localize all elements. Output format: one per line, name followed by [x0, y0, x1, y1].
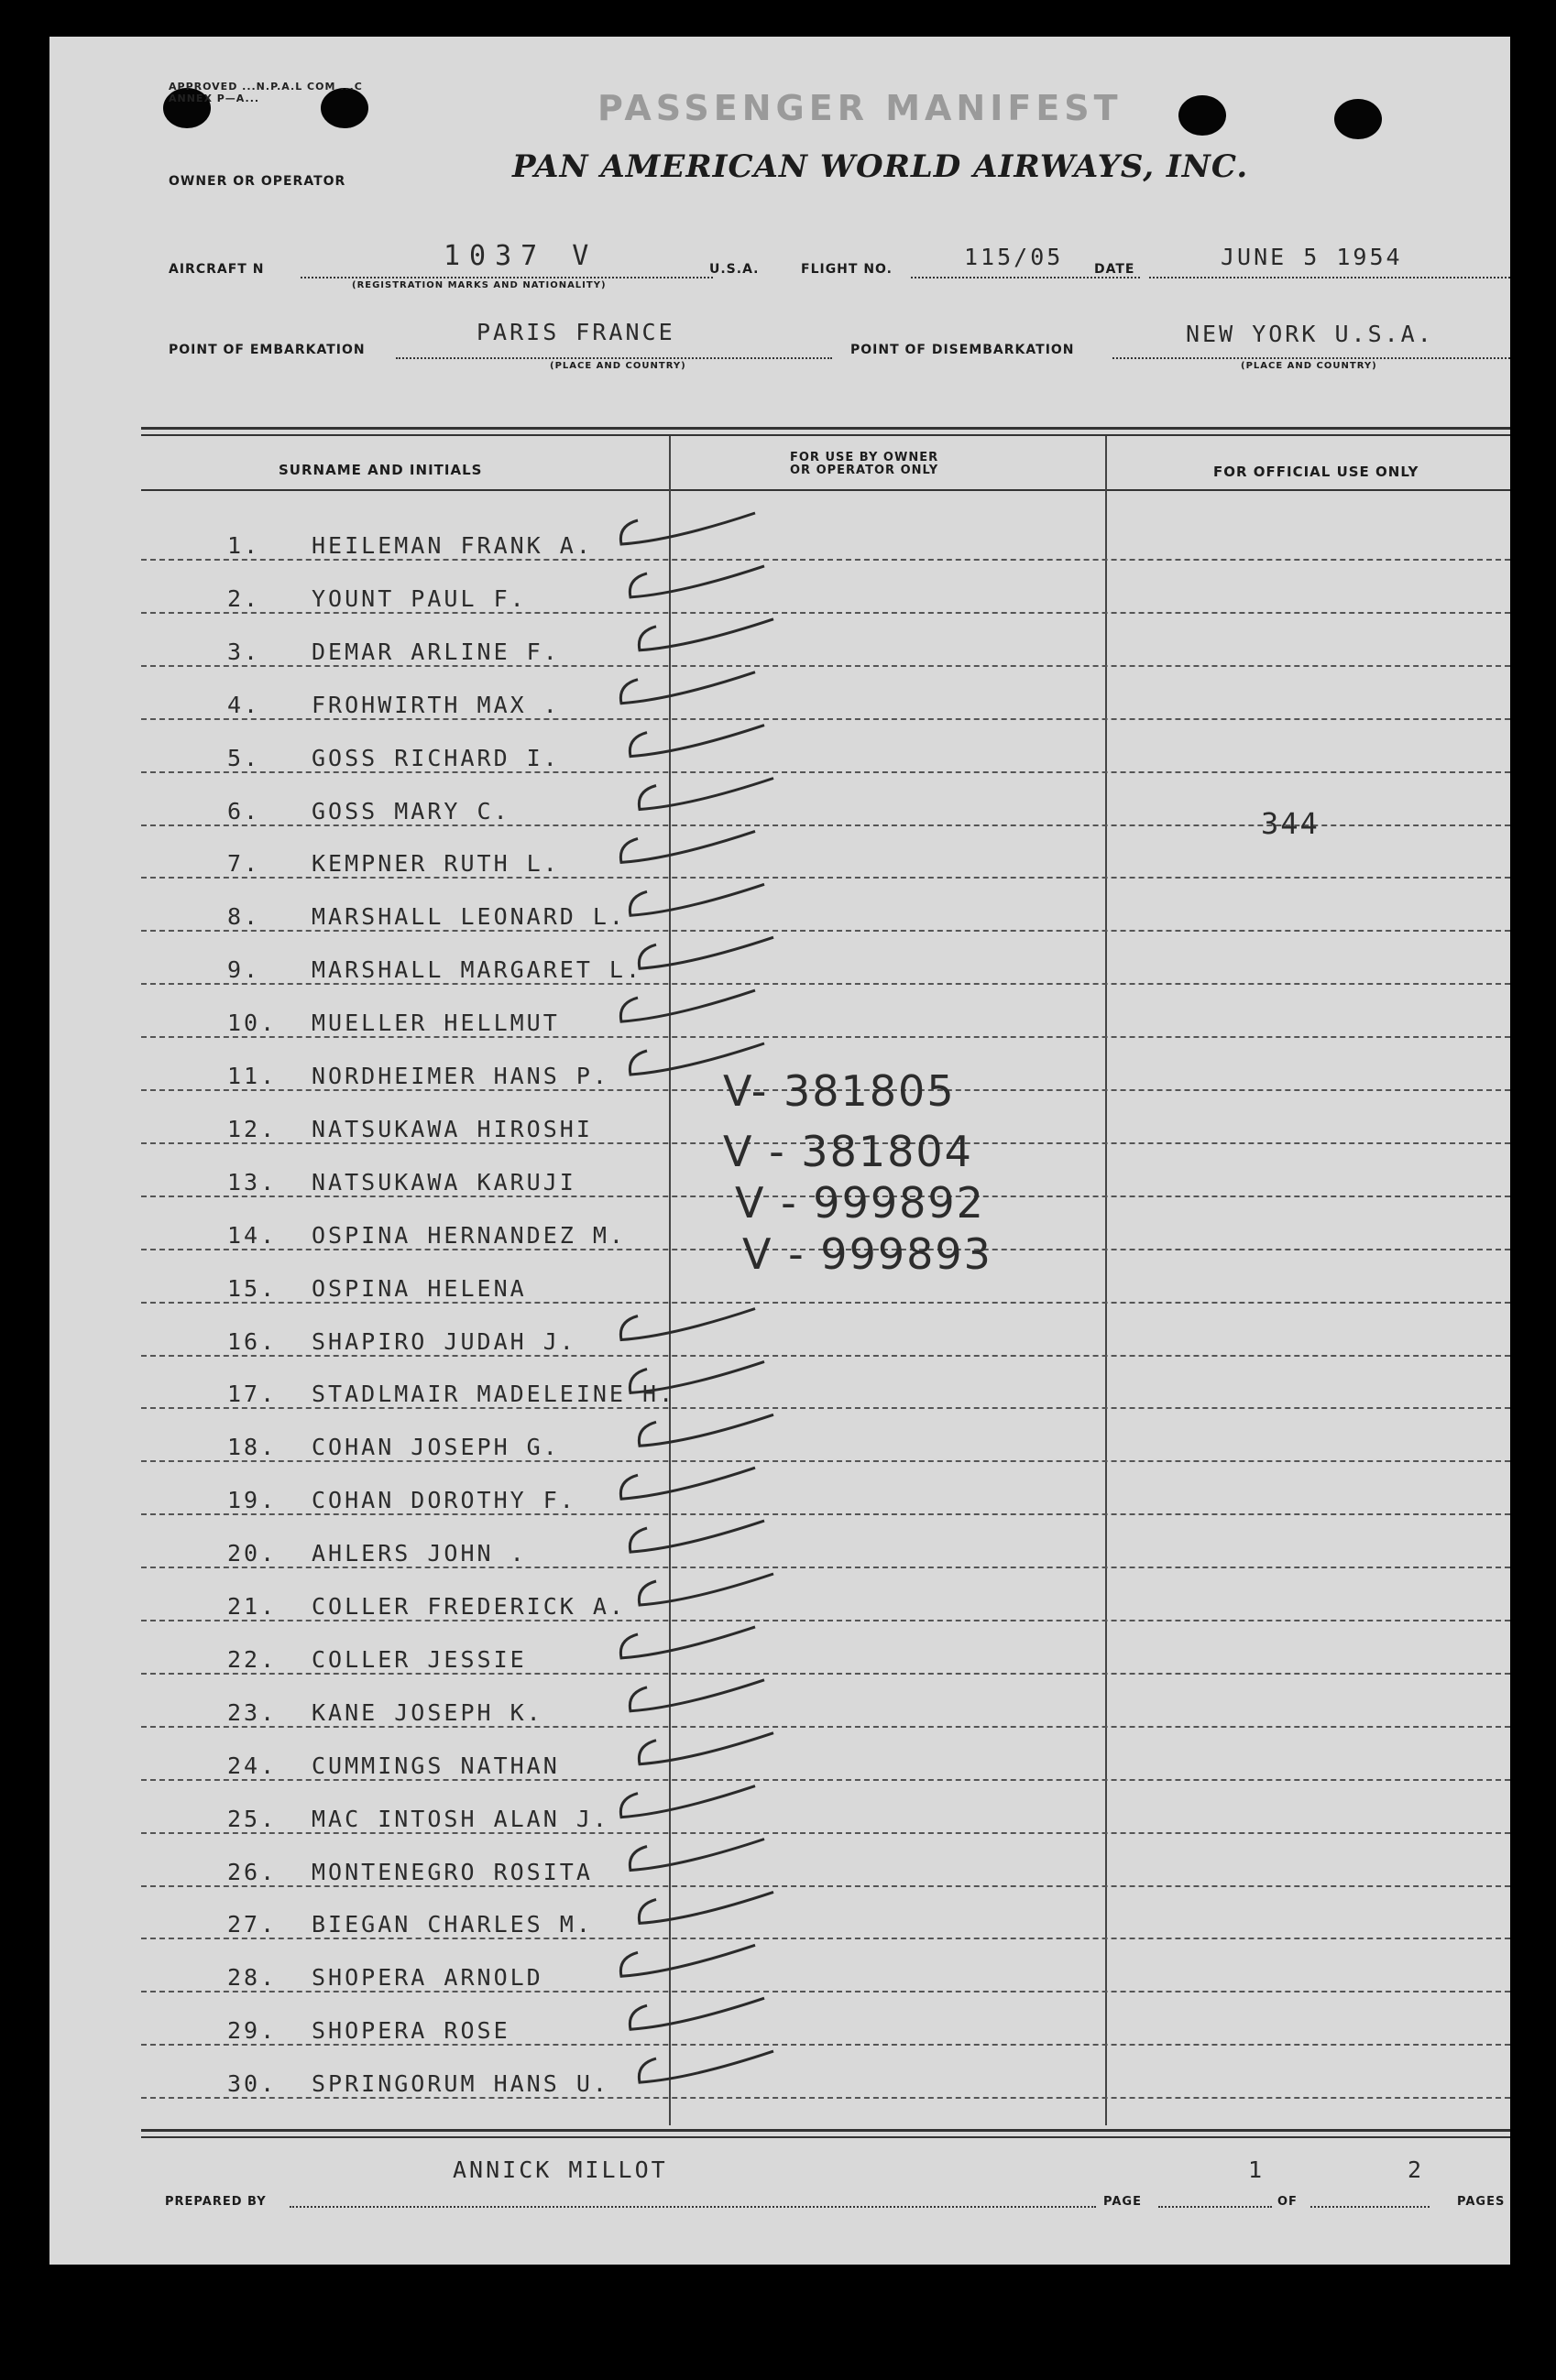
- passenger-name: GOSS MARY C.: [312, 797, 510, 824]
- passenger-name: NATSUKAWA HIROSHI: [312, 1115, 593, 1142]
- passenger-name: DEMAR ARLINE F.: [312, 638, 560, 665]
- of-label: OF: [1277, 2195, 1298, 2209]
- check-mark: [620, 1309, 755, 1340]
- check-mark: [620, 1786, 755, 1818]
- passenger-name: NATSUKAWA KARUJI: [312, 1168, 576, 1195]
- passenger-name: FROHWIRTH MAX .: [312, 691, 560, 718]
- page-label: PAGE: [1103, 2195, 1142, 2209]
- passenger-number: 18.: [227, 1434, 278, 1461]
- passenger-number: 11.: [227, 1063, 278, 1089]
- passenger-name: MARSHALL MARGARET L.: [312, 956, 643, 984]
- passenger-name: COLLER FREDERICK A.: [312, 1593, 626, 1620]
- passenger-name: MUELLER HELLMUT: [312, 1010, 560, 1037]
- passenger-name: AHLERS JOHN .: [312, 1540, 527, 1567]
- passenger-name: OSPINA HERNANDEZ M.: [312, 1221, 626, 1249]
- passenger-name: SPRINGORUM HANS U.: [312, 2070, 609, 2098]
- check-mark: [630, 726, 764, 757]
- check-mark: [630, 1521, 764, 1552]
- passenger-name: SHAPIRO JUDAH J.: [312, 1327, 576, 1355]
- official-column-header: FOR OFFICIAL USE ONLY: [1213, 464, 1419, 480]
- passenger-number: 12.: [227, 1115, 278, 1142]
- passenger-number: 6.: [227, 797, 261, 824]
- passenger-name: BIEGAN CHARLES M.: [312, 1911, 593, 1938]
- approval-stamp: APPROVED ...N.P.A.L COM ...C ANNEX P—A...: [169, 81, 363, 104]
- usa-label: U.S.A.: [709, 262, 760, 277]
- registration-caption: (REGISTRATION MARKS AND NATIONALITY): [352, 280, 607, 290]
- passenger-number: 14.: [227, 1221, 278, 1249]
- passenger-number: 26.: [227, 1858, 278, 1885]
- check-mark: [630, 1361, 764, 1392]
- passenger-number: 1.: [227, 532, 261, 559]
- passenger-name: OSPINA HELENA: [312, 1274, 527, 1302]
- passenger-number: 19.: [227, 1487, 278, 1514]
- check-mark: [620, 831, 755, 862]
- owner-label: OWNER OR OPERATOR: [169, 174, 346, 189]
- passenger-number: 17.: [227, 1381, 278, 1408]
- check-mark: [620, 672, 755, 704]
- passenger-number: 13.: [227, 1168, 278, 1195]
- passenger-name: MAC INTOSH ALAN J.: [312, 1805, 609, 1832]
- check-mark: [639, 2051, 773, 2082]
- disembark-place-caption: (PLACE AND COUNTRY): [1241, 361, 1377, 371]
- passenger-name: MARSHALL LEONARD L.: [312, 903, 626, 931]
- aircraft-label: AIRCRAFT N: [169, 262, 265, 277]
- passenger-number: 2.: [227, 584, 261, 612]
- check-mark: [630, 884, 764, 915]
- visa-number: V - 999892: [735, 1178, 985, 1228]
- visa-number: V - 381804: [723, 1127, 973, 1176]
- passenger-number: 7.: [227, 850, 261, 878]
- owner-column-header-1: FOR USE BY OWNER: [790, 451, 939, 464]
- passenger-name: GOSS RICHARD I.: [312, 744, 560, 771]
- check-mark: [630, 1840, 764, 1871]
- passenger-name: COHAN JOSEPH G.: [312, 1434, 560, 1461]
- check-mark: [639, 1892, 773, 1923]
- disembarkation-value: NEW YORK U.S.A.: [1186, 321, 1434, 347]
- manifest-sheet: [49, 37, 1510, 2265]
- date-label: DATE: [1094, 262, 1135, 277]
- passenger-name: CUMMINGS NATHAN: [312, 1752, 560, 1779]
- embark-place-caption: (PLACE AND COUNTRY): [550, 361, 686, 371]
- passenger-number: 28.: [227, 1964, 278, 1992]
- page-title: PASSENGER MANIFEST: [597, 88, 1123, 128]
- passenger-name: YOUNT PAUL F.: [312, 584, 527, 612]
- passenger-number: 10.: [227, 1010, 278, 1037]
- passenger-number: 21.: [227, 1593, 278, 1620]
- visa-number: V- 381805: [723, 1066, 956, 1116]
- passenger-number: 27.: [227, 1911, 278, 1938]
- pages-label: PAGES: [1457, 2195, 1506, 2209]
- check-mark: [620, 990, 755, 1021]
- check-mark: [620, 1468, 755, 1499]
- check-marks: [49, 37, 1510, 2265]
- passenger-number: 22.: [227, 1645, 278, 1673]
- check-mark: [630, 1043, 764, 1075]
- flight-number: 115/05: [964, 244, 1064, 270]
- passenger-name: SHOPERA ROSE: [312, 2017, 510, 2045]
- passenger-number: 15.: [227, 1274, 278, 1302]
- owner-column-header-2: OR OPERATOR ONLY: [790, 464, 939, 477]
- passenger-name: HEILEMAN FRANK A.: [312, 532, 593, 559]
- page-total: 2: [1408, 2156, 1425, 2183]
- embarkation-value: PARIS FRANCE: [477, 319, 675, 345]
- check-mark: [639, 779, 773, 810]
- check-mark: [639, 1414, 773, 1446]
- passenger-number: 25.: [227, 1805, 278, 1832]
- passenger-number: 24.: [227, 1752, 278, 1779]
- page-number: 1: [1248, 2156, 1266, 2183]
- passenger-name: COHAN DOROTHY F.: [312, 1487, 576, 1514]
- airline-name: PAN AMERICAN WORLD AIRWAYS, INC.: [512, 148, 1249, 185]
- visa-number: V - 999893: [742, 1229, 992, 1279]
- check-mark: [630, 566, 764, 597]
- passenger-number: 8.: [227, 903, 261, 931]
- passenger-number: 9.: [227, 956, 261, 984]
- passenger-name: SHOPERA ARNOLD: [312, 1964, 543, 1992]
- check-mark: [620, 1627, 755, 1658]
- check-mark: [639, 619, 773, 650]
- passenger-name: NORDHEIMER HANS P.: [312, 1063, 609, 1089]
- passenger-number: 20.: [227, 1540, 278, 1567]
- check-mark: [620, 1945, 755, 1976]
- check-mark: [630, 1998, 764, 2029]
- flight-date: JUNE 5 1954: [1221, 244, 1403, 270]
- passenger-number: 3.: [227, 638, 261, 665]
- aircraft-number: 1037 V: [444, 240, 598, 272]
- passenger-number: 30.: [227, 2070, 278, 2098]
- check-mark: [630, 1680, 764, 1711]
- embarkation-label: POINT OF EMBARKATION: [169, 343, 366, 357]
- passenger-name: MONTENEGRO ROSITA: [312, 1858, 593, 1885]
- passenger-number: 4.: [227, 691, 261, 718]
- check-mark: [639, 1733, 773, 1764]
- passenger-number: 29.: [227, 2017, 278, 2045]
- passenger-name: KANE JOSEPH K.: [312, 1698, 543, 1726]
- passenger-number: 23.: [227, 1698, 278, 1726]
- check-mark: [639, 937, 773, 968]
- official-note: 344: [1261, 806, 1320, 841]
- passenger-name: KEMPNER RUTH L.: [312, 850, 560, 878]
- passenger-number: 16.: [227, 1327, 278, 1355]
- flight-no-label: FLIGHT NO.: [801, 262, 893, 277]
- passenger-name: COLLER JESSIE: [312, 1645, 527, 1673]
- check-mark: [639, 1574, 773, 1605]
- disembarkation-label: POINT OF DISEMBARKATION: [850, 343, 1075, 357]
- passenger-name: STADLMAIR MADELEINE H.: [312, 1381, 676, 1408]
- prepared-by-value: ANNICK MILLOT: [453, 2156, 668, 2183]
- check-mark: [620, 513, 755, 544]
- passenger-number: 5.: [227, 744, 261, 771]
- surname-column-header: SURNAME AND INITIALS: [279, 462, 483, 478]
- prepared-by-label: PREPARED BY: [165, 2195, 267, 2209]
